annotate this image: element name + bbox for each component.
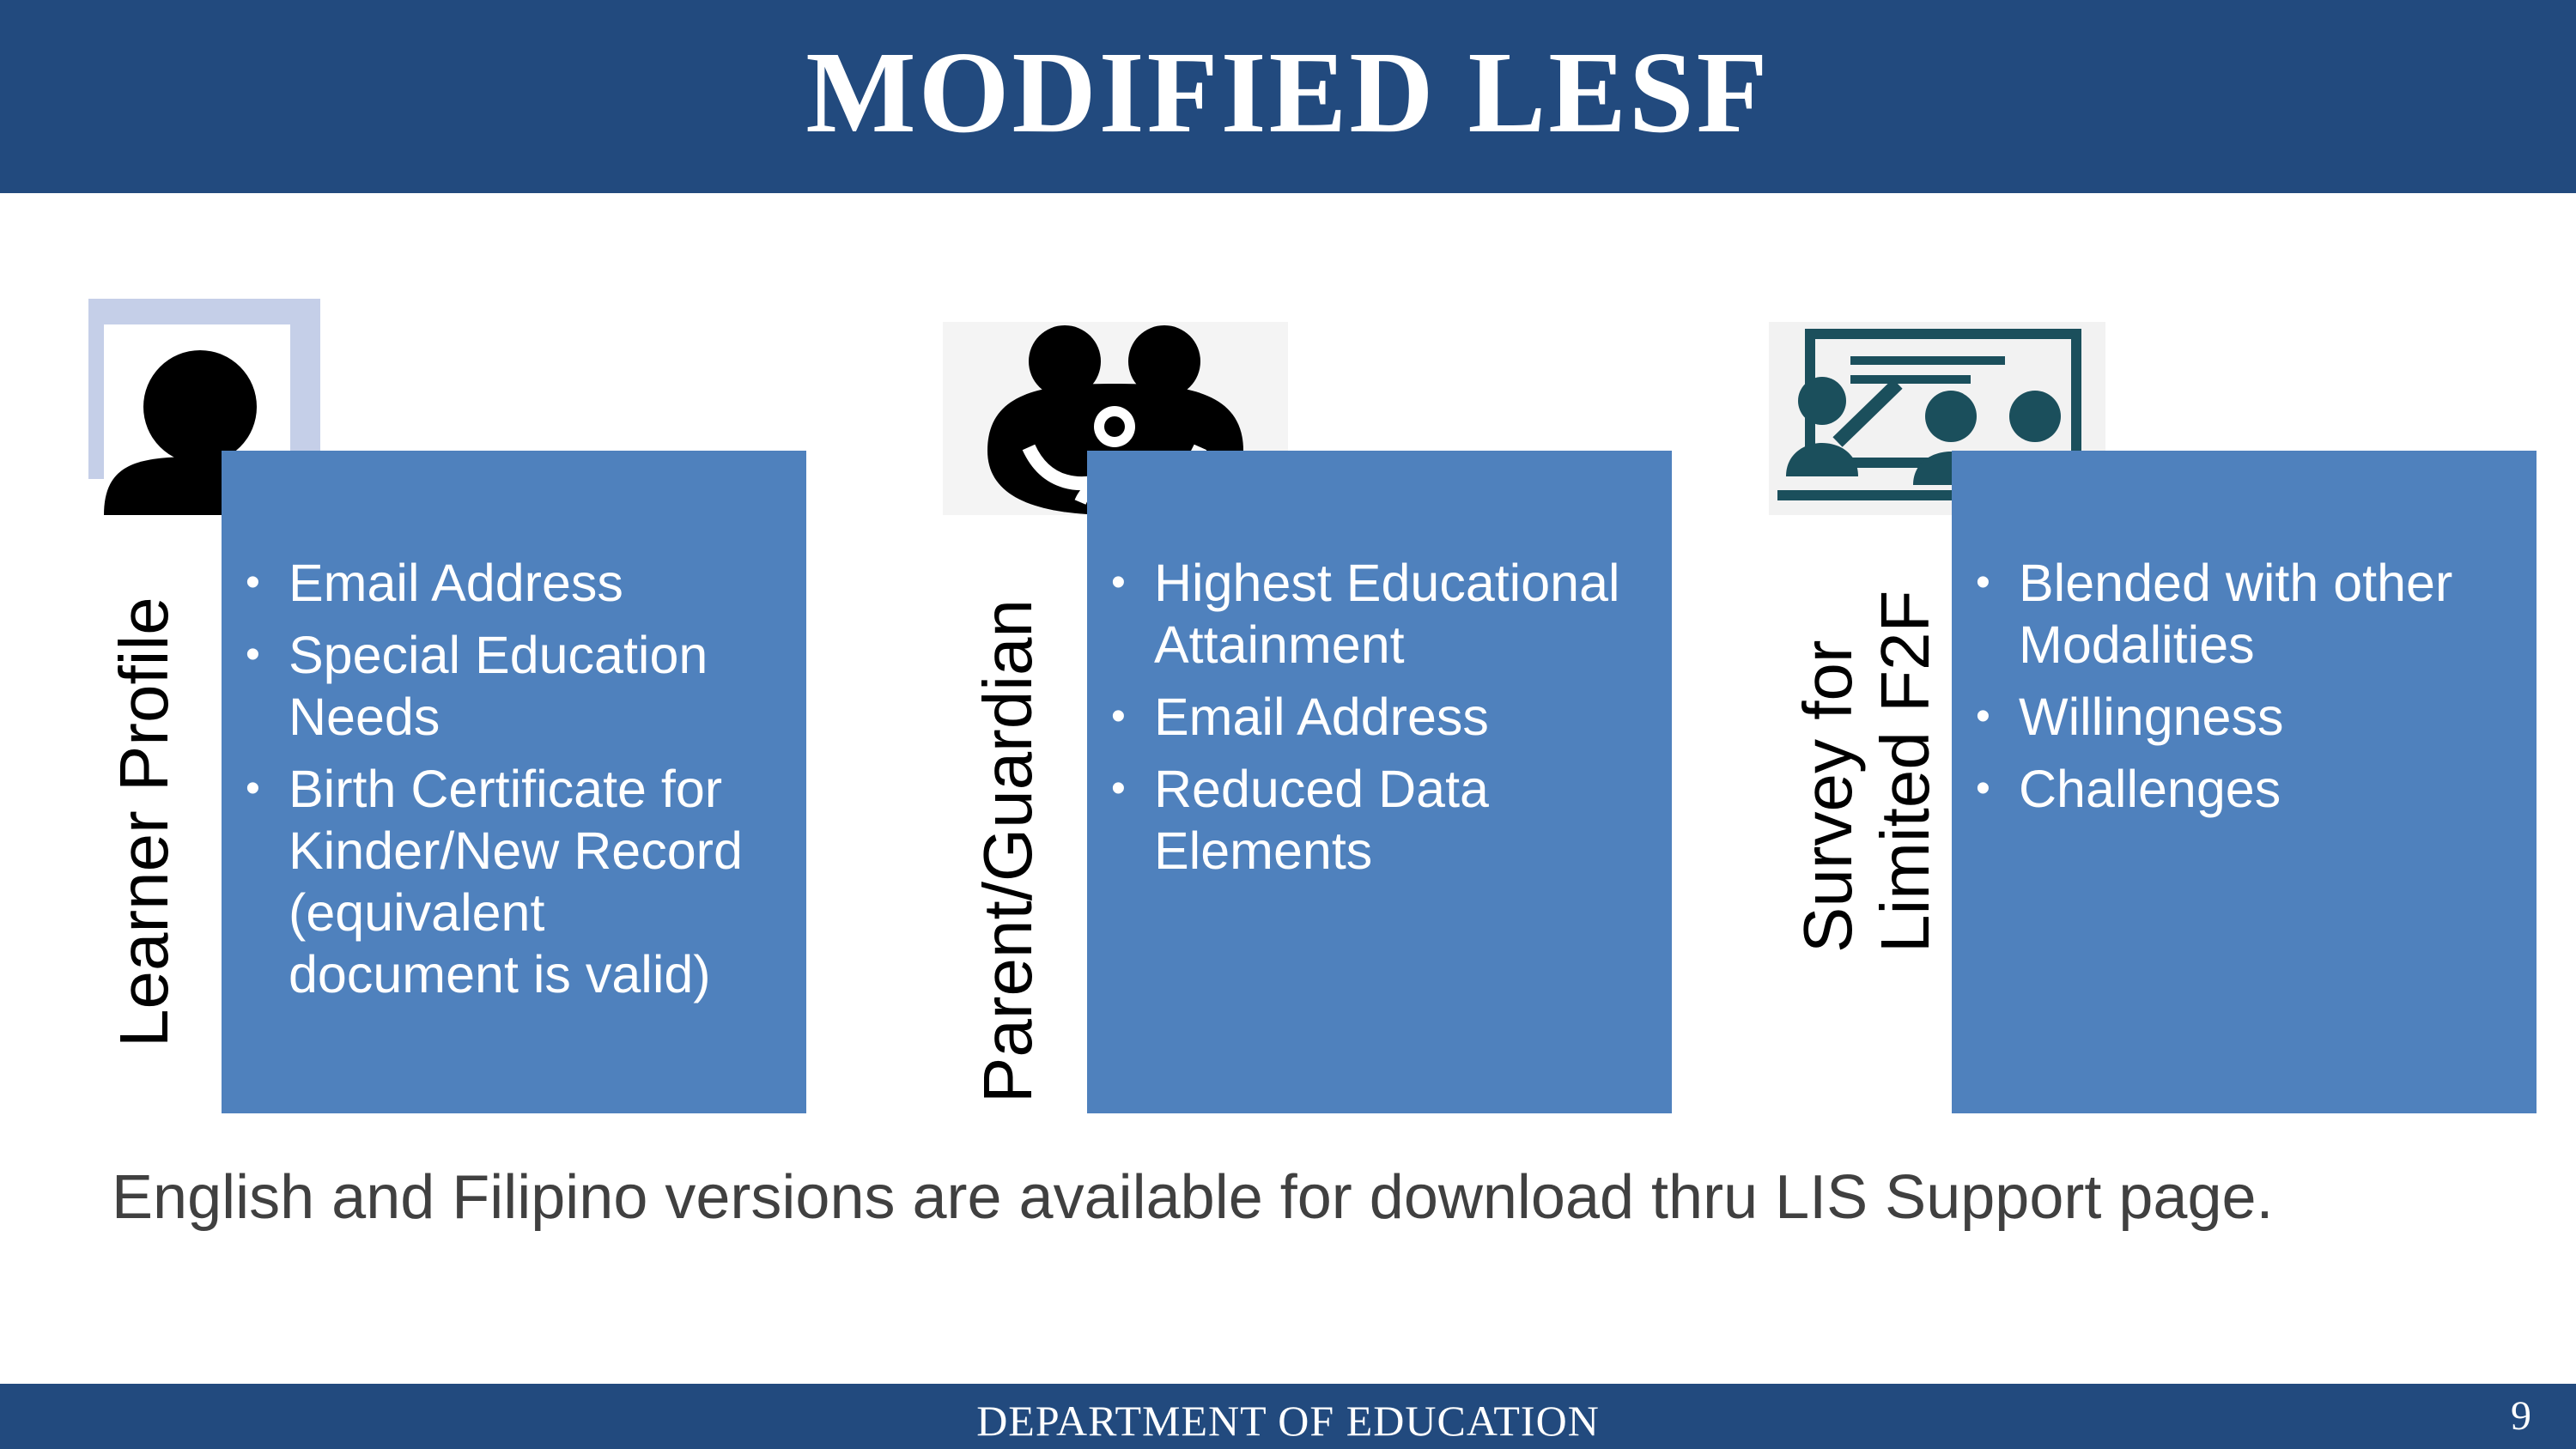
list-item: • Blended with other Modalities (1976, 554, 2453, 674)
section-label-learner-profile: Learner Profile (106, 597, 182, 1047)
list-item: • Reduced Data Elements (1111, 760, 1489, 880)
learner-profile-panel (222, 451, 806, 1113)
parent-guardian-list (1087, 552, 1672, 892)
page-number: 9 (2511, 1393, 2531, 1439)
department-name: DEPARTMENT OF EDUCATION (976, 1397, 1600, 1445)
survey-f2f-panel (1952, 451, 2537, 1113)
list-item: • Special Education Needs (246, 626, 708, 746)
list-item: • Challenges (1976, 760, 2281, 818)
list-item: • Willingness (1976, 688, 2284, 746)
survey-f2f-list (1952, 552, 2537, 830)
page-title: MODIFIED LESF (805, 27, 1771, 157)
download-note: English and Filipino versions are available for download thru LIS Support page. (112, 1163, 2274, 1232)
list-item: • Birth Certificate for Kinder/New Record (equivalent document is valid) (246, 760, 743, 1003)
parent-guardian-panel (1087, 451, 1672, 1113)
list-item: • Email Address (246, 554, 623, 612)
header-bar (0, 0, 2576, 193)
section-label-parent-guardian: Parent/Guardian (969, 598, 1046, 1103)
list-item: • Highest Educational Attainment (1111, 554, 1620, 674)
footer-bar (0, 1384, 2576, 1449)
section-label-line-2: Limited F2F (1867, 590, 1943, 953)
list-item: • Email Address (1111, 688, 1489, 746)
learner-profile-list (222, 552, 806, 1016)
section-label-survey-f2f (1789, 591, 1944, 953)
section-label-line-1: Survey for (1789, 640, 1866, 953)
